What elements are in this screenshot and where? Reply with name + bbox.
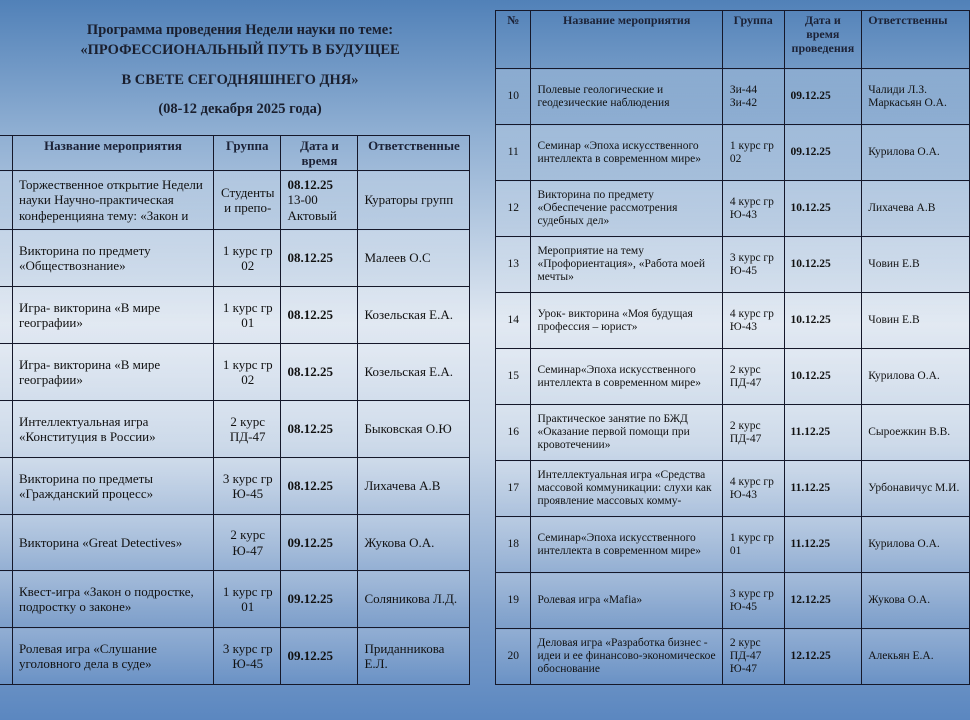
header-name: Название мероприятия [531, 11, 722, 69]
cell-event-name-text: Викторина по предмету «Обеспечение рассмотрения судебных дел» [537, 189, 678, 227]
cell-responsible [862, 461, 970, 517]
cell-responsible [358, 458, 470, 515]
cell-date [281, 515, 358, 571]
cell-group-text: 3 курс гр Ю-45 [222, 470, 273, 501]
header-responsible: Ответственны [862, 11, 970, 69]
cell-responsible [358, 171, 470, 230]
cell-event-name [13, 344, 214, 401]
cell-event-name-text: Торжественное открытие Недели науки Научно-практическая конференцияна тему: «Закон и [19, 176, 203, 223]
cell-group-text: 4 курс гр Ю-43 [729, 475, 774, 501]
cell-event-name [13, 401, 214, 458]
cell-event-name [13, 458, 214, 515]
cell-responsible [862, 293, 970, 349]
cell-group [722, 405, 784, 461]
cell-event-name-text: Квест-игра «Закон о подростке, подростку о законе» [19, 583, 194, 614]
cell-event-name-text: Игра- викторина «В мире географии» [19, 299, 161, 330]
cell-responsible-text: Козельская Е.А. [364, 364, 454, 380]
cell-date [281, 344, 358, 401]
cell-date [281, 230, 358, 287]
title-line-1: Программа проведения Недели науки по теме: [86, 22, 394, 38]
cell-responsible-text: Алекьян Е.А. [868, 650, 934, 662]
cell-date [784, 69, 862, 125]
cell-event-name-text: Практическое занятие по БЖД «Оказание первой помощи при кровотечении» [537, 413, 690, 451]
cell-responsible-text: Быковская О.Ю [364, 421, 452, 437]
cell-responsible-text: Курилова О.А. [868, 370, 940, 382]
title-line-2: «ПРОФЕССИОНАЛЬНЫЙ ПУТЬ В БУДУЩЕЕ [80, 42, 400, 58]
cell-num-text: 14 [507, 314, 519, 326]
cell-date-text: 10.12.25 [790, 314, 831, 326]
cell-responsible [358, 344, 470, 401]
table-row [0, 401, 470, 458]
cell-group-text: 1 курс гр 02 [222, 242, 273, 273]
cell-num-text: 12 [507, 202, 519, 214]
cell-responsible [358, 401, 470, 458]
cell-num-text: 10 [507, 90, 519, 102]
cell-date [281, 287, 358, 344]
cell-group [722, 125, 784, 181]
cell-num [0, 458, 13, 515]
cell-event-name-text: Урок- викторина «Моя будущая профессия – юрист» [537, 307, 693, 333]
cell-date-text: 09.12.25 [790, 146, 831, 158]
cell-num [0, 344, 13, 401]
cell-num [496, 461, 531, 517]
cell-group [722, 629, 784, 685]
cell-responsible-text: Жукова О.А. [868, 594, 931, 606]
cell-date-text: 11.12.25 [790, 482, 831, 494]
cell-num [496, 349, 531, 405]
header-num [0, 136, 13, 171]
cell-date-text: 08.12.25 [287, 250, 333, 266]
table-row [0, 171, 470, 230]
cell-date [784, 405, 862, 461]
cell-date-text: 12.12.25 [790, 650, 831, 662]
cell-group [214, 344, 281, 401]
cell-group [214, 401, 281, 458]
cell-date-text: 08.12.25 [287, 176, 333, 192]
cell-num [0, 515, 13, 571]
cell-responsible-text: Сыроежкин В.В. [868, 426, 951, 438]
cell-group-text: Студенты и препо- [221, 184, 275, 215]
cell-date-extra: 13-00 Актовый [287, 192, 337, 223]
cell-event-name [531, 629, 722, 685]
cell-event-name-text: Интеллектуальная игра «Конституция в России» [19, 413, 156, 444]
cell-date-text: 11.12.25 [790, 426, 831, 438]
cell-num-text: 17 [507, 482, 519, 494]
cell-responsible-text: Курилова О.А. [868, 146, 940, 158]
cell-date-text: 10.12.25 [790, 202, 831, 214]
cell-group-text: 4 курс гр Ю-43 [729, 307, 774, 333]
cell-group-text: Зи-44 Зи-42 [729, 83, 758, 109]
cell-responsible-text: Козельская Е.А. [364, 307, 454, 323]
cell-date-text: 09.12.25 [287, 648, 333, 664]
cell-group [722, 237, 784, 293]
cell-group-text: 3 курс гр Ю-45 [222, 640, 273, 671]
cell-group [214, 571, 281, 628]
cell-responsible [862, 517, 970, 573]
cell-group [722, 181, 784, 237]
cell-num-text: 19 [507, 594, 519, 606]
cell-event-name [531, 237, 722, 293]
cell-responsible [862, 181, 970, 237]
cell-group [214, 287, 281, 344]
cell-event-name [531, 293, 722, 349]
cell-responsible-text: Лихачева А.В [364, 478, 441, 494]
cell-event-name-text: Интеллектуальная игра «Средства массовой коммуникации: слухи как проявление массовых комму- [537, 469, 712, 507]
cell-group-text: 1 курс гр 01 [729, 531, 774, 557]
cell-num [496, 293, 531, 349]
cell-group-text: 4 курс гр Ю-43 [729, 195, 774, 221]
cell-date-text: 11.12.25 [790, 538, 831, 550]
cell-group [214, 171, 281, 230]
header-date: Дата и время проведения [784, 11, 862, 69]
cell-date [784, 293, 862, 349]
table-row [496, 461, 970, 517]
cell-event-name-text: Семинар«Эпоха искусственного интеллекта в современном мире» [537, 363, 701, 389]
cell-num [0, 287, 13, 344]
header-group: Группа [214, 136, 281, 171]
cell-event-name [531, 181, 722, 237]
cell-num [496, 573, 531, 629]
table-row [496, 293, 970, 349]
cell-date-text: 09.12.25 [790, 90, 831, 102]
cell-date [784, 125, 862, 181]
table-row [496, 573, 970, 629]
cell-event-name-text: Деловая игра «Разработка бизнес - идеи и ее финансово-экономическое обоснование [537, 637, 716, 675]
cell-group [214, 230, 281, 287]
cell-date [784, 237, 862, 293]
cell-responsible [862, 405, 970, 461]
cell-num-text: 20 [507, 650, 519, 662]
table-row [0, 458, 470, 515]
cell-event-name [531, 125, 722, 181]
schedule-table-left [0, 135, 470, 685]
cell-responsible-text: Жукова О.А. [364, 534, 435, 550]
cell-date [784, 629, 862, 685]
cell-responsible [358, 287, 470, 344]
cell-responsible-text: Кураторы групп [364, 192, 454, 208]
cell-event-name [531, 405, 722, 461]
cell-date-text: 10.12.25 [790, 258, 831, 270]
cell-date [784, 517, 862, 573]
cell-group [214, 515, 281, 571]
table-row [496, 629, 970, 685]
cell-num [496, 405, 531, 461]
cell-date-text: 08.12.25 [287, 478, 333, 494]
cell-num [0, 628, 13, 685]
cell-group-text: 2 курс ПД-47 [729, 363, 762, 389]
cell-responsible [862, 629, 970, 685]
cell-date-text: 09.12.25 [287, 534, 333, 550]
header-date: Дата и время [281, 136, 358, 171]
cell-group-text: 1 курс гр 01 [222, 299, 273, 330]
cell-event-name [531, 517, 722, 573]
cell-num [0, 171, 13, 230]
cell-responsible [862, 69, 970, 125]
cell-date [281, 571, 358, 628]
cell-num [0, 230, 13, 287]
cell-num [0, 401, 13, 458]
cell-num [496, 517, 531, 573]
cell-num-text: 16 [507, 426, 519, 438]
cell-event-name-text: Игра- викторина «В мире географии» [19, 356, 161, 387]
cell-date [281, 171, 358, 230]
cell-event-name [531, 69, 722, 125]
table-row [496, 181, 970, 237]
cell-responsible [358, 571, 470, 628]
cell-date-text: 10.12.25 [790, 370, 831, 382]
header-group: Группа [722, 11, 784, 69]
table-row [0, 230, 470, 287]
cell-event-name [13, 230, 214, 287]
cell-responsible [358, 515, 470, 571]
cell-event-name [13, 571, 214, 628]
cell-event-name-text: Ролевая игра «Mafia» [537, 594, 643, 606]
table-row [0, 515, 470, 571]
table-row [496, 69, 970, 125]
cell-event-name [13, 515, 214, 571]
cell-group-text: 2 курс ПД-47 [729, 419, 762, 445]
table-row [0, 344, 470, 401]
cell-responsible [862, 237, 970, 293]
cell-group [214, 628, 281, 685]
cell-num-text: 13 [507, 258, 519, 270]
cell-group [214, 458, 281, 515]
header-num: № [496, 11, 531, 69]
header-responsible: Ответственные [358, 136, 470, 171]
cell-date-text: 12.12.25 [790, 594, 831, 606]
cell-group [722, 293, 784, 349]
schedule-table-right [495, 10, 970, 685]
cell-num-text: 18 [507, 538, 519, 550]
cell-date-text: 08.12.25 [287, 421, 333, 437]
cell-num [496, 69, 531, 125]
cell-event-name-text: Мероприятие на тему «Профориентация», «Работа моей мечты» [537, 245, 706, 283]
cell-date [784, 181, 862, 237]
cell-group [722, 349, 784, 405]
cell-group-text: 1 курс гр 01 [222, 583, 273, 614]
table-row [496, 125, 970, 181]
cell-event-name [13, 287, 214, 344]
cell-event-name-text: Ролевая игра «Слушание уголовного дела в суде» [19, 640, 157, 671]
cell-responsible-text: Чалиди Л.З. Маркасьян О.А. [868, 83, 947, 109]
cell-responsible-text: Соляникова Л.Д. [364, 591, 458, 607]
table-row [0, 571, 470, 628]
cell-event-name [13, 171, 214, 230]
cell-group-text: 1 курс гр 02 [222, 356, 273, 387]
cell-responsible-text: Урбонавичус М.И. [868, 482, 960, 494]
cell-date [784, 461, 862, 517]
cell-event-name-text: Викторина по предметы «Гражданский процесс» [19, 470, 154, 501]
cell-event-name-text: Семинар «Эпоха искусственного интеллекта в современном мире» [537, 139, 701, 165]
cell-event-name [13, 628, 214, 685]
cell-group-text: 3 курс гр Ю-45 [729, 251, 774, 277]
cell-event-name-text: Викторина «Great Detectives» [19, 534, 183, 550]
cell-responsible [862, 125, 970, 181]
cell-num [496, 181, 531, 237]
page-title [0, 20, 480, 119]
cell-group [722, 69, 784, 125]
table-row [0, 628, 470, 685]
title-line-3: В СВЕТЕ СЕГОДНЯШНЕГО ДНЯ» [121, 72, 359, 88]
cell-responsible [862, 573, 970, 629]
cell-date [784, 573, 862, 629]
table-row [496, 517, 970, 573]
cell-date-text: 08.12.25 [287, 307, 333, 323]
cell-date [281, 401, 358, 458]
cell-num-text: 15 [507, 370, 519, 382]
table-row [0, 287, 470, 344]
cell-group [722, 461, 784, 517]
cell-group-text: 3 курс гр Ю-45 [729, 587, 774, 613]
cell-date [784, 349, 862, 405]
cell-event-name [531, 461, 722, 517]
cell-date-text: 08.12.25 [287, 364, 333, 380]
cell-responsible [358, 628, 470, 685]
cell-date-text: 09.12.25 [287, 591, 333, 607]
cell-date [281, 458, 358, 515]
cell-group-text: 2 курс Ю-47 [230, 527, 266, 558]
cell-event-name-text: Полевые геологические и геодезические наблюдения [537, 83, 670, 109]
cell-num-text: 11 [507, 146, 519, 158]
cell-group-text: 1 курс гр 02 [729, 139, 774, 165]
cell-responsible-text: Човин Е.В [868, 258, 920, 270]
table-row [496, 405, 970, 461]
table-row [496, 237, 970, 293]
cell-event-name-text: Викторина по предмету «Обществознание» [19, 242, 151, 273]
header-name: Название мероприятия [13, 136, 214, 171]
cell-event-name [531, 349, 722, 405]
cell-num [0, 571, 13, 628]
cell-group-text: 2 курс ПД-47 Ю-47 [729, 637, 762, 675]
cell-num [496, 237, 531, 293]
cell-group-text: 2 курс ПД-47 [229, 413, 266, 444]
cell-num [496, 629, 531, 685]
table-row [496, 349, 970, 405]
cell-date [281, 628, 358, 685]
cell-responsible [862, 349, 970, 405]
cell-group [722, 517, 784, 573]
cell-event-name [531, 573, 722, 629]
cell-event-name-text: Семинар«Эпоха искусственного интеллекта в современном мире» [537, 531, 701, 557]
cell-group [722, 573, 784, 629]
cell-responsible-text: Човин Е.В [868, 314, 920, 326]
cell-responsible-text: Лихачева А.В [868, 202, 936, 214]
cell-responsible-text: Приданникова Е.Л. [364, 640, 445, 671]
cell-num [496, 125, 531, 181]
title-dates: (08-12 декабря 2025 года) [158, 101, 322, 117]
cell-responsible [358, 230, 470, 287]
cell-responsible-text: Малеев О.С [364, 250, 431, 266]
cell-responsible-text: Курилова О.А. [868, 538, 940, 550]
